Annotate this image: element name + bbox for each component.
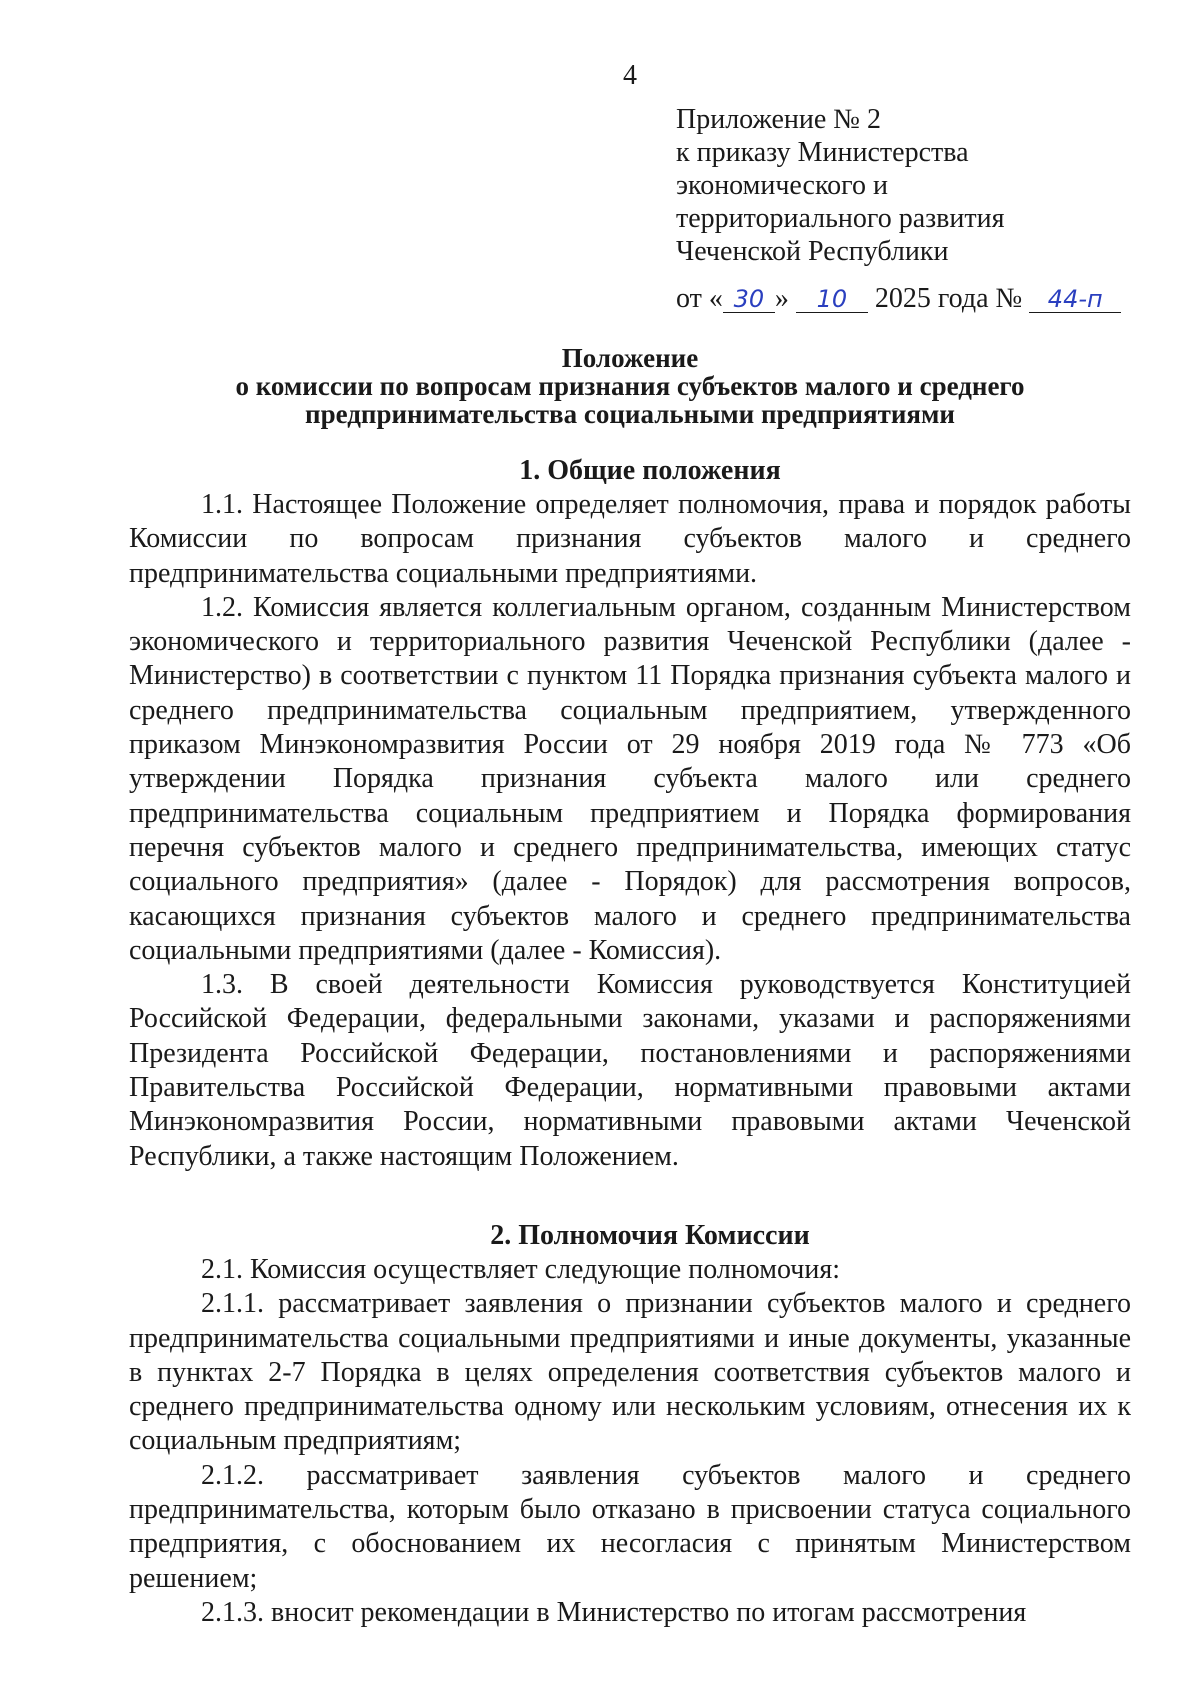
appendix-line: Приложение № 2 xyxy=(676,104,881,135)
appendix-line: Чеченской Республики xyxy=(676,236,949,267)
page-number: 4 xyxy=(623,60,637,91)
section-heading-general: 1. Общие положения xyxy=(519,455,781,486)
paragraph: 1.3. В своей деятельности Комиссия руководствуется Конституцией Российской Федерации, федеральными законами, указами и распоряжениями Президента Российской Федерации, постановлениями и распоряжениями Правительства Российской Федерации, нормативными правовыми актами Минэкономразвития России, нормативными правовыми актами Чеченской Республики, а также настоящим Положением. xyxy=(129,969,1131,1172)
paragraph: 2.1.3. вносит рекомендации в Министерство по итогам рассмотрения xyxy=(201,1596,1027,1628)
section-heading-powers: 2. Полномочия Комиссии xyxy=(490,1220,810,1251)
appendix-line: экономического и xyxy=(676,170,888,201)
title-line: Положение xyxy=(561,343,699,373)
paragraph: 1.2. Комиссия является коллегиальным органом, созданным Министерством экономического и территориального развития Чеченской Республики (далее - Министерство) в соответствии с пунктом 11 Порядка признания субъекта малого и среднего предпринимательства социальным предприятием, утвержденного приказом Минэкономразвития России от 29 ноября 2019 года № 773 «Об утверждении Порядка признания субъекта малого или среднего предпринимательства социальным предприятием и Порядка формирования перечня субъектов малого и среднего предпринимательства, имеющих статус социального предприятия» (далее - Порядок) для рассмотрения вопросов, касающихся признания субъектов малого и среднего предпринимательства социальными предприятиями (далее - Комиссия). xyxy=(129,591,1131,966)
order-mid: » xyxy=(774,283,789,314)
paragraph: 2.1. Комиссия осуществляет следующие полномочия: xyxy=(201,1254,840,1285)
paragraph: 2.1.1. рассматривает заявления о признании субъектов малого и среднего предпринимательства социальными предприятиями и иные документы, указанные в пунктах 2-7 Порядка в целях определения соответствия субъектов малого и среднего предпринимательства одному или нескольким условиям, отнесения их к социальным предприятиям; xyxy=(129,1288,1131,1457)
order-number-handwritten: 44-п xyxy=(1029,286,1121,313)
document-title xyxy=(120,344,1140,428)
section-powers-body xyxy=(129,1253,1131,1630)
order-year-text: 2025 года № xyxy=(874,283,1023,314)
appendix-line: территориального развития xyxy=(676,203,1005,234)
order-month-handwritten: 10 xyxy=(796,286,868,313)
title-line: предпринимательства социальными предприятиями xyxy=(305,399,955,429)
order-prefix: от « xyxy=(676,283,723,314)
paragraph: 1.1. Настоящее Положение определяет полномочия, права и порядок работы Комиссии по вопросам признания субъектов малого и среднего предпринимательства социальными предприятиями. xyxy=(129,489,1131,589)
appendix-line: к приказу Министерства xyxy=(676,137,969,168)
order-date-line xyxy=(676,282,1156,316)
section-general-body xyxy=(129,488,1131,1174)
appendix-header xyxy=(676,103,1156,268)
order-day-handwritten: 30 xyxy=(723,286,775,313)
title-line: о комиссии по вопросам признания субъектов малого и среднего xyxy=(235,371,1025,401)
paragraph: 2.1.2. рассматривает заявления субъектов малого и среднего предпринимательства, которым было отказано в присвоении статуса социального предприятия, с обоснованием их несогласия с принятым Министерством решением; xyxy=(129,1459,1131,1594)
